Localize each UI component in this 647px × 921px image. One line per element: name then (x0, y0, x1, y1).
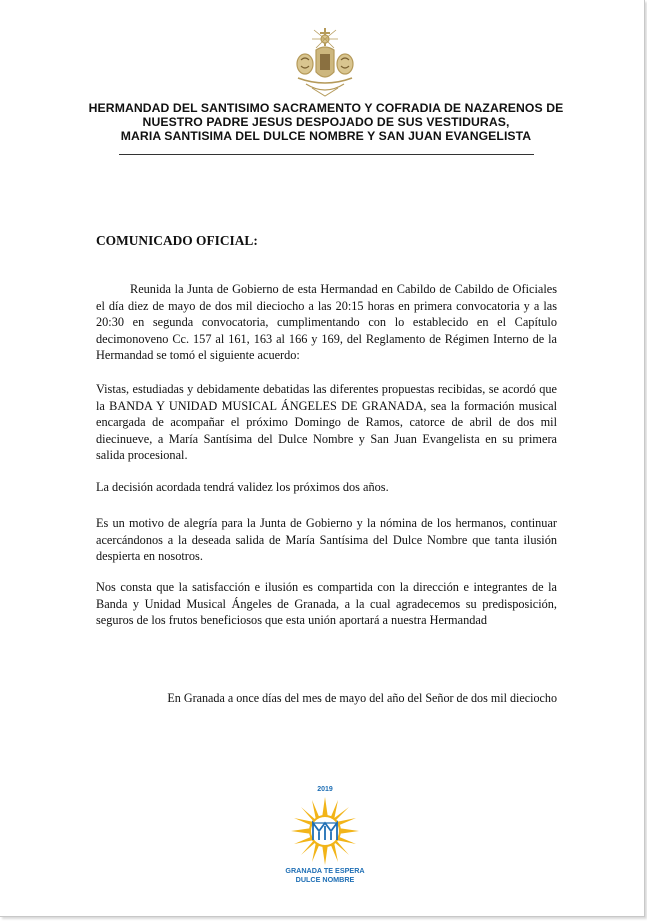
anniversary-logo (277, 786, 373, 892)
signoff: En Granada a once días del mes de mayo del año del Señor de dos mil dieciocho (167, 691, 557, 705)
logo-caption (267, 867, 383, 884)
paragraph: Vistas, estudiadas y debidamente debatidas las diferentes propuestas recibidas, se acordó que la BANDA Y UNIDAD MUSICAL ÁNGELES DE GRANADA, sea la formación musical encargada de acompañar el próximo Domingo de Ramos, catorce de abril de dos mil diecinueve, a María Santísima del Dulce Nombre y San Juan Evangelista en su primera salida procesional. (96, 382, 557, 463)
brotherhood-title (60, 101, 592, 143)
sun-emblem-icon (290, 796, 360, 866)
brotherhood-crest-icon (292, 26, 358, 98)
document-heading: COMUNICADO OFICIAL: (96, 233, 258, 248)
paragraph: Es un motivo de alegría para la Junta de Gobierno y la nómina de los hermanos, continuar acercándonos a la deseada salida de María Santísima del Dulce Nombre que tanta ilusión despierta en nosotros. (96, 516, 557, 564)
logo-year: 2019 (317, 786, 333, 793)
brotherhood-title-line: NUESTRO PADRE JESUS DESPOJADO DE SUS VESTIDURAS, (142, 115, 510, 129)
header-divider (119, 154, 534, 155)
logo-caption-line: DULCE NOMBRE (295, 874, 355, 884)
paragraph: La decisión acordada tendrá validez los próximos dos años. (96, 480, 389, 494)
paragraph: Nos consta que la satisfacción e ilusión es compartida con la dirección e integrantes de la Banda y Unidad Musical Ángeles de Granada, a la cual agradecemos su predisposición, seguros de los frutos beneficiosos que esta unión aportará a nuestra Hermandad (96, 580, 557, 628)
paragraph: Reunida la Junta de Gobierno de esta Hermandad en Cabildo de Cabildo de Oficiales el día diez de mayo de dos mil dieciocho a las 20:15 horas en primera convocatoria y a las 20:30 en segunda convocatoria, cumplimentando con lo establecido en el Capítulo decimonoveno Cc. 157 al 161, 163 al 166 y 169, del Reglamento de Régimen Interno de la Hermandad se tomó el siguiente acuerdo: (96, 282, 557, 363)
brotherhood-title-line: HERMANDAD DEL SANTISIMO SACRAMENTO Y COFRADIA DE NAZARENOS DE (88, 101, 564, 115)
logo-caption-line: GRANADA TE ESPERA (285, 866, 365, 875)
brotherhood-title-line: MARIA SANTISIMA DEL DULCE NOMBRE Y SAN JUAN EVANGELISTA (120, 129, 532, 143)
